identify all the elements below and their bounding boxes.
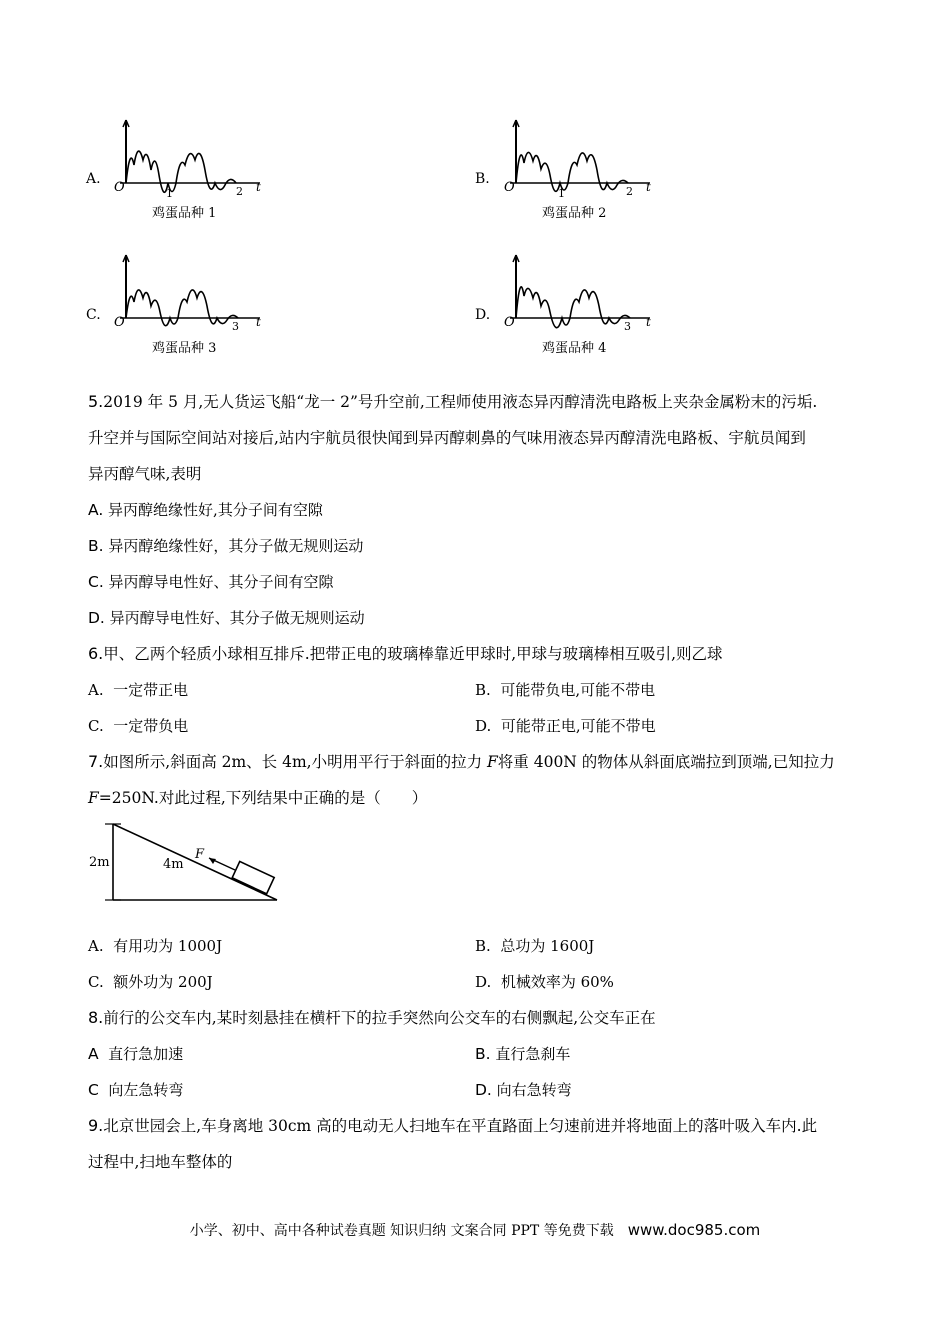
- length-label: 4m: [163, 857, 184, 872]
- question-6-line-1: 6.甲、乙两个轻质小球相互排斥.把带正电的玻璃棒靠近甲球时,甲球与玻璃棒相互吸引,则乙球: [88, 644, 723, 663]
- tick-1: 1: [166, 187, 173, 200]
- option-letter: A.: [86, 171, 101, 187]
- q7-option-b[interactable]: B. 总功为 1600J: [475, 937, 595, 955]
- q6-option-c[interactable]: C. 一定带负电: [88, 717, 189, 735]
- q8-option-b[interactable]: B. 直行急刹车: [475, 1045, 571, 1063]
- axis-t: t: [646, 180, 651, 194]
- axis-t: t: [256, 180, 261, 194]
- q5-option-b[interactable]: B. 异丙醇绝缘性好，其分子做无规则运动: [88, 537, 364, 555]
- q6-option-b[interactable]: B. 可能带负电,可能不带电: [475, 681, 656, 699]
- question-5-line-3: 异丙醇气味,表明: [88, 465, 202, 483]
- option-letter: B.: [475, 171, 490, 187]
- axis-origin: O: [114, 180, 125, 195]
- q8-option-a[interactable]: A 直行急加速: [88, 1045, 184, 1063]
- question-8-line-1: 8.前行的公交车内,某时刻悬挂在横杆下的拉手突然向公交车的右侧飘起,公交车正在: [88, 1008, 656, 1027]
- tick-1: 1: [558, 187, 565, 200]
- question-9-line-2: 过程中,扫地车整体的: [88, 1153, 233, 1171]
- tick-2: 3: [232, 320, 239, 333]
- footer-text: 小学、初中、高中各种试卷真题 知识归纳 文案合同 PPT 等免费下载: [189, 1223, 614, 1239]
- q8-option-c[interactable]: C 向左急转弯: [88, 1081, 184, 1099]
- question-number: 8.: [88, 1008, 104, 1027]
- question-7-line-2: F=250N.对此过程,下列结果中正确的是（ ）: [88, 789, 428, 807]
- graph-caption: 鸡蛋品种 2: [542, 206, 607, 221]
- axis-origin: O: [114, 315, 125, 330]
- question-9-line-1: 9.北京世园会上,车身离地 30cm 高的电动无人扫地车在平直路面上匀速前进并将地面上的落叶吸入车内.此: [88, 1116, 818, 1135]
- wave-graph-c: [110, 250, 280, 360]
- tick-2: 2: [626, 185, 633, 198]
- question-number: 9.: [88, 1116, 104, 1135]
- page-footer: [0, 1220, 950, 1240]
- q7-option-d[interactable]: D. 机械效率为 60%: [475, 973, 614, 991]
- q6-option-d[interactable]: D. 可能带正电,可能不带电: [475, 717, 656, 735]
- q7-option-c[interactable]: C. 额外功为 200J: [88, 973, 213, 991]
- footer-link[interactable]: www.doc985.com: [627, 1221, 761, 1239]
- question-7-line-1: 7.如图所示,斜面高 2m、长 4m,小明用平行于斜面的拉力 F将重 400N 的物体从斜面底端拉到顶端,已知拉力: [88, 752, 835, 771]
- q8-option-d[interactable]: D. 向右急转弯: [475, 1081, 572, 1099]
- option-letter: D.: [475, 307, 491, 323]
- q5-option-d[interactable]: D. 异丙醇导电性好、其分子做无规则运动: [88, 609, 365, 627]
- incline-diagram: [85, 820, 295, 910]
- question-number: 7.: [88, 752, 104, 771]
- wave-graph-b: [500, 115, 670, 225]
- question-number: 5.: [88, 392, 104, 411]
- wave-graph-d: [500, 250, 670, 360]
- question-5-line-2: 升空并与国际空间站对接后,站内宇航员很快闻到异丙醇刺鼻的气味用液态异丙醇清洗电路板、宇航员闻到: [88, 429, 806, 447]
- q5-option-c[interactable]: C. 异丙醇导电性好、其分子间有空隙: [88, 573, 334, 591]
- q7-option-a[interactable]: A. 有用功为 1000J: [88, 937, 223, 955]
- graph-caption: 鸡蛋品种 3: [152, 341, 217, 356]
- question-number: 6.: [88, 644, 104, 663]
- force-label: F: [195, 847, 205, 862]
- axis-origin: O: [504, 315, 515, 330]
- graph-caption: 鸡蛋品种 1: [152, 206, 217, 221]
- wave-graph-a: [110, 115, 280, 225]
- q5-option-a[interactable]: A. 异丙醇绝缘性好,其分子间有空隙: [88, 501, 323, 519]
- tick-2: 3: [624, 320, 631, 333]
- q6-option-a[interactable]: A. 一定带正电: [88, 681, 189, 699]
- question-5-line-1: 5.2019 年 5 月,无人货运飞船“龙一 2”号升空前,工程师使用液态异丙醇清洗电路板上夹杂金属粉末的污垢.: [88, 392, 818, 411]
- height-label: 2m: [89, 855, 110, 870]
- tick-2: 2: [236, 185, 243, 198]
- graph-caption: 鸡蛋品种 4: [542, 341, 607, 356]
- axis-t: t: [646, 315, 651, 329]
- option-letter: C.: [86, 307, 101, 323]
- axis-origin: O: [504, 180, 515, 195]
- axis-t: t: [256, 315, 261, 329]
